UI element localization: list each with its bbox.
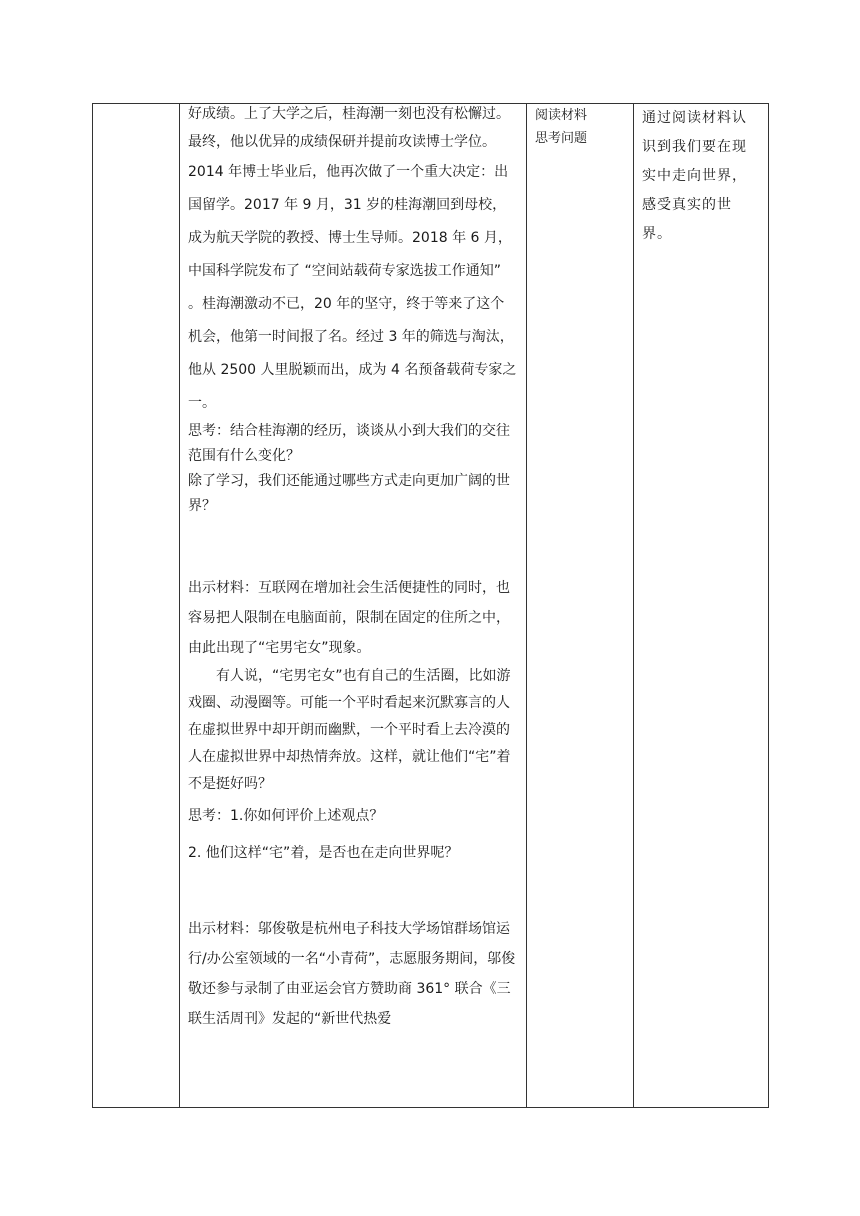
goal-cell <box>634 104 769 1108</box>
think-question: 除了学习，我们还能通过哪些方式走向更加广阔的世界？ <box>188 473 510 514</box>
table-row <box>93 104 769 1108</box>
material-cell <box>180 104 527 1108</box>
material-intro: 出示材料：互联网在增加社会生活便捷性的同时，也容易把人限制在电脑面前，限制在固定的住所之中，由此出现了“宅男宅女”现象。 <box>188 580 510 656</box>
story-paragraph: 好成绩。上了大学之后，桂海潮一刻也没有松懈过。最终，他以优异的成绩保研并提前攻读博士学位。 <box>188 106 510 150</box>
material-content <box>180 100 526 1034</box>
activity-line: 思考问题 <box>535 131 588 146</box>
think-question: 思考：结合桂海潮的经历，谈谈从小到大我们的交往范围有什么变化？ <box>188 423 510 464</box>
blank-space <box>188 870 518 914</box>
lesson-plan-table <box>92 103 769 1108</box>
activity-cell <box>527 104 634 1108</box>
story-paragraph: 2014 年博士毕业后，他再次做了一个重大决定：出国留学。2017 年 9 月，31 岁的桂海潮回到母校，成为航天学院的教授、博士生导师。2018 年 6 月，中国科学院发布了 “空间站载荷专家选拔工作通知” 。桂海潮激动不已，20 年的坚守，终于等来了这个机会，他第一时间报了名。经过 3 年的筛选与淘汰，他从 2500 人里脱颖而出，成为 4 名预备载荷专家之一。 <box>188 164 517 411</box>
material-body: 有人说，“宅男宅女”也有自己的生活圈，比如游戏圈、动漫圈等。可能一个平时看起来沉默寡言的人在虚拟世界中却开朗而幽默，一个平时看上去冷漠的人在虚拟世界中却热情奔放。这样，就让他们“宅”着不是挺好吗？ <box>188 668 511 792</box>
activity-content <box>527 104 633 150</box>
think-question: 思考：1.你如何评价上述观点？ <box>188 808 384 824</box>
material-paragraph: 出示材料：邬俊敬是杭州电子科技大学场馆群场馆运行/办公室领域的一名“小青荷”，志愿服务期间，邬俊敬还参与录制了由亚运会官方赞助商 361° 联合《三联生活周刊》发起的“新世代热爱 <box>188 921 516 1027</box>
activity-line: 阅读材料 <box>535 108 588 123</box>
empty-cell <box>93 104 180 1108</box>
think-question: 2. 他们这样“宅”着，是否也在走向世界呢？ <box>188 845 459 861</box>
goal-text: 通过阅读材料认识到我们要在现实中走向世界，感受真实的世界。 <box>642 110 747 242</box>
blank-space <box>188 519 518 573</box>
